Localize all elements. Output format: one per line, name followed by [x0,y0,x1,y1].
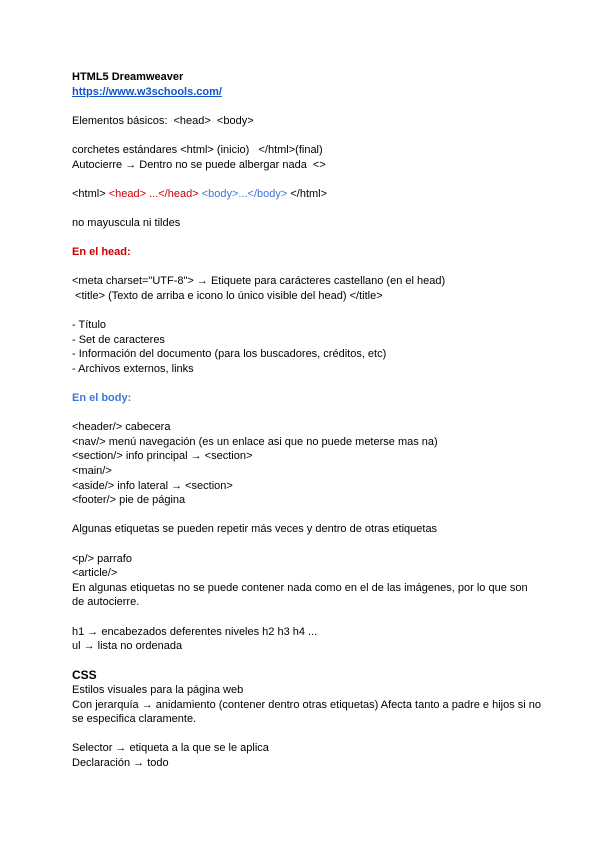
head-list-item: - Set de caracteres [72,333,165,346]
body-section-heading: En el body: [72,392,132,405]
head-list-item: - Información del documento (para los buscadores, créditos, etc) [72,348,387,361]
body-list-item: <header/> cabecera [72,421,171,434]
head-list-item: - Título [72,319,107,332]
body-list-item: <main/> [72,465,112,478]
document-page [72,70,542,771]
css-hierarchy-line: Con jerarquía → anidamiento (contener dentro otras etiquetas) Afecta tanto a padre e hijos si no se especifica claramente. [72,698,542,726]
autoclose-line: Autocierre → Dentro no se puede albergar nada <> [72,158,326,171]
article-tag-line: <article/> [72,567,118,580]
html-open-text: <html> [72,187,109,200]
brackets-line: corchetes estándares <html> (inicio) </html>(final) [72,143,323,156]
ul-line: ul → lista no ordenada [72,640,183,653]
h1-line: h1 → encabezados deferentes niveles h2 h3 h4 ... [72,625,318,638]
p-tag-line: <p/> parrafo [72,552,132,565]
selector-line: Selector → etiqueta a la que se le aplica [72,742,269,755]
body-list-item: <aside/> info lateral → <section> [72,479,233,492]
head-tag-text: <head> ...</head> [108,187,199,200]
basic-elements-line: Elementos básicos: <head> <body> [72,114,254,127]
no-caps-line: no mayuscula ni tildes [72,216,181,229]
declaration-line: Declaración → todo [72,756,169,769]
css-heading: CSS [72,668,97,683]
body-list-item: <section/> info principal → <section> [72,450,253,463]
repeat-note: Algunas etiquetas se pueden repetir más veces y dentro de otras etiquetas [72,523,438,536]
html-close-text: </html> [287,187,328,200]
head-list-item: - Archivos externos, links [72,362,194,375]
meta-charset-line: <meta charset="UTF-8"> → Etiquete para carácteres castellano (en el head) [72,275,446,288]
w3schools-link[interactable]: https://www.w3schools.com/ [72,85,222,98]
document-title: HTML5 Dreamweaver [72,71,184,83]
body-list-item: <nav/> menú navegación (es un enlace asi que no puede meterse mas na) [72,435,438,448]
css-visual-line: Estilos visuales para la página web [72,683,244,696]
head-section-heading: En el head: [72,246,131,259]
body-list-item: <footer/> pie de página [72,494,186,507]
body-tag-text: <body>...</body> [198,187,288,200]
images-note: En algunas etiquetas no se puede contener nada como en el de las imágenes, por lo que son de autocierre. [72,581,528,609]
title-tag-line: <title> (Texto de arriba e icono lo único visible del head) </title> [72,289,383,302]
structure-line [72,187,542,202]
